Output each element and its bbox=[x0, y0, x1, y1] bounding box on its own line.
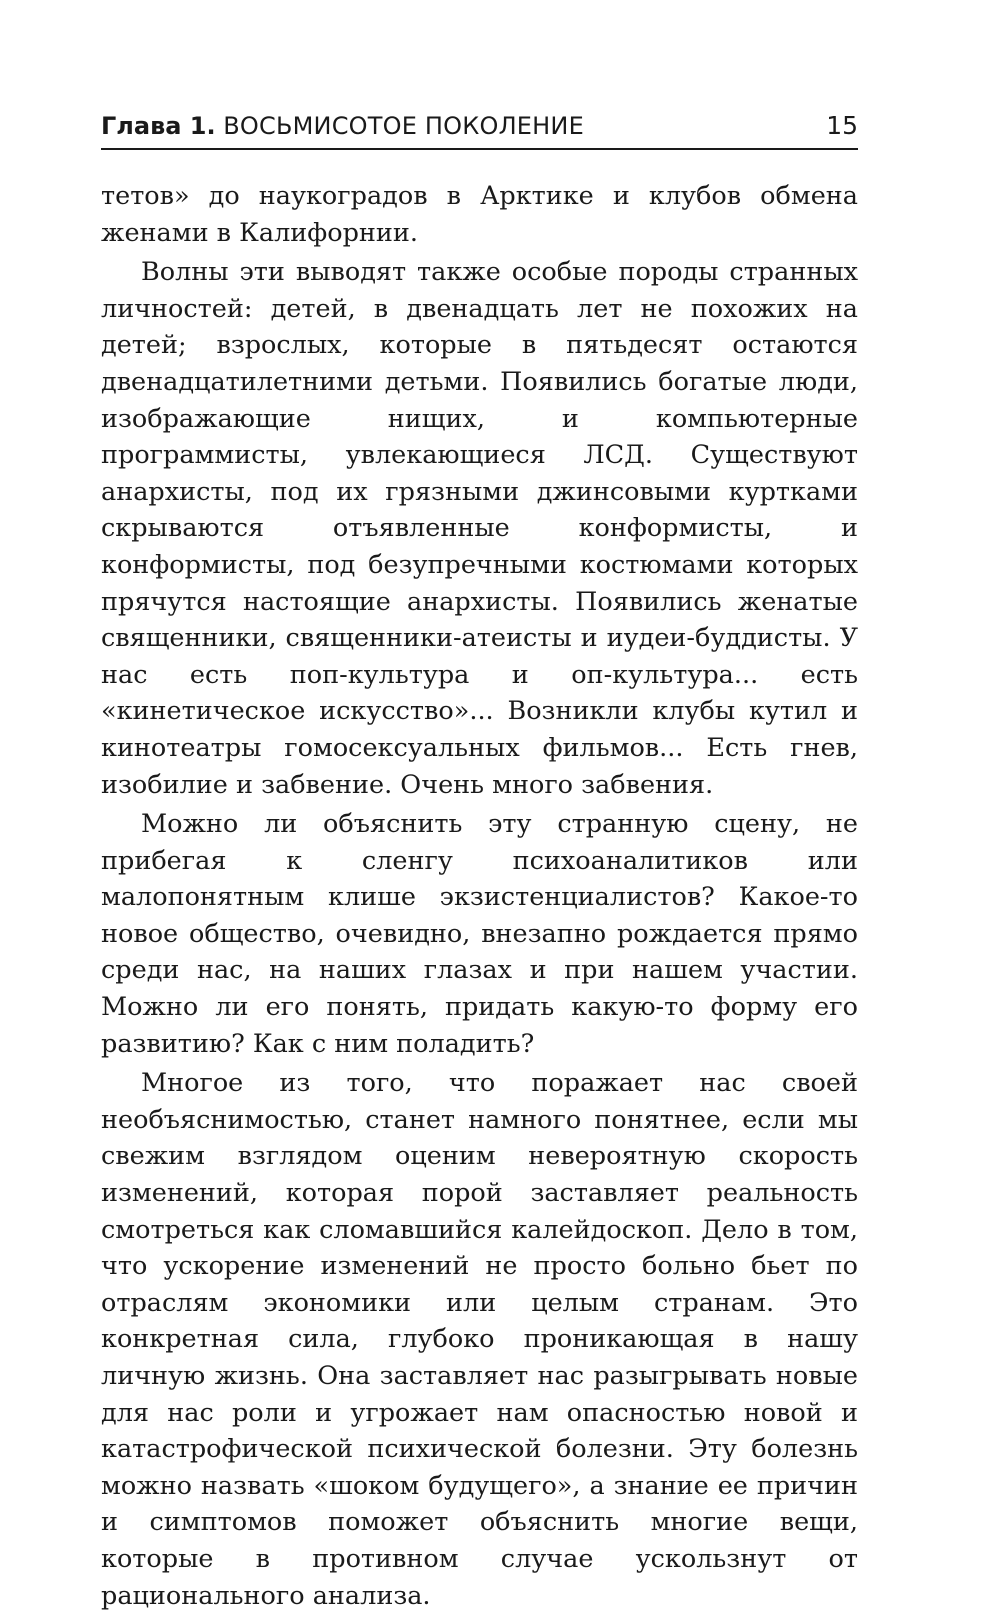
paragraph: Многое из того, что поражает нас своей необъяснимостью, станет намного понятнее, если мы свежим взглядом оценим невероятную скорость изменений, которая порой заставляет реальность смотреться как сломавшийся калейдоскоп. Дело в том, что ускорение изменений не просто больно бьет по отраслям экономики или целым странам. Это конкретная сила, глубоко проникающая в нашу личную жизнь. Она заставляет нас разыгрывать новые для нас роли и угрожает нам опасностью новой и катастрофической психической болезни. Эту болезнь можно назвать «шоком будущего», а знание ее причин и симптомов поможет объяснить многие вещи, которые в противном случае ускользнут от рационального анализа. bbox=[101, 1068, 858, 1611]
chapter-heading bbox=[101, 112, 584, 140]
running-header bbox=[101, 110, 858, 150]
page-number: 15 bbox=[826, 111, 858, 140]
paragraph: Можно ли объяснить эту странную сцену, не прибегая к сленгу психоаналитиков или малопонятным клише экзистенциалистов? Какое-то новое общество, очевидно, внезапно рождается прямо среди нас, на наших глазах и при нашем участии. Можно ли его понять, придать какую-то форму его развитию? Как с ним поладить? bbox=[101, 809, 858, 1059]
body-text bbox=[101, 178, 858, 1614]
chapter-label: Глава 1. bbox=[101, 112, 216, 140]
paragraph-continuation: тетов» до наукоградов в Арктике и клубов обмена женами в Калифорнии. bbox=[101, 181, 858, 248]
paragraph: Волны эти выводят также особые породы странных личностей: детей, в двенадцать лет не похожих на детей; взрослых, которые в пятьдесят остаются двенадцатилетними детьми. Появились богатые люди, изображающие нищих, и компьютерные программисты, увлекающиеся ЛСД. Существуют анархисты, под их грязными джинсовыми куртками скрываются отъявленные конформисты, и конформисты, под безупречными костюмами которых прячутся настоящие анархисты. Появились женатые священники, священники-атеисты и иудеи-буддисты. У нас есть поп-культура и оп-культура... есть «кинетическое искусство»... Возникли клубы кутил и кинотеатры гомосексуальных фильмов... Есть гнев, изобилие и забвение. Очень много забвения. bbox=[101, 257, 858, 800]
chapter-title: ВОСЬМИСОТОЕ ПОКОЛЕНИЕ bbox=[223, 112, 584, 140]
